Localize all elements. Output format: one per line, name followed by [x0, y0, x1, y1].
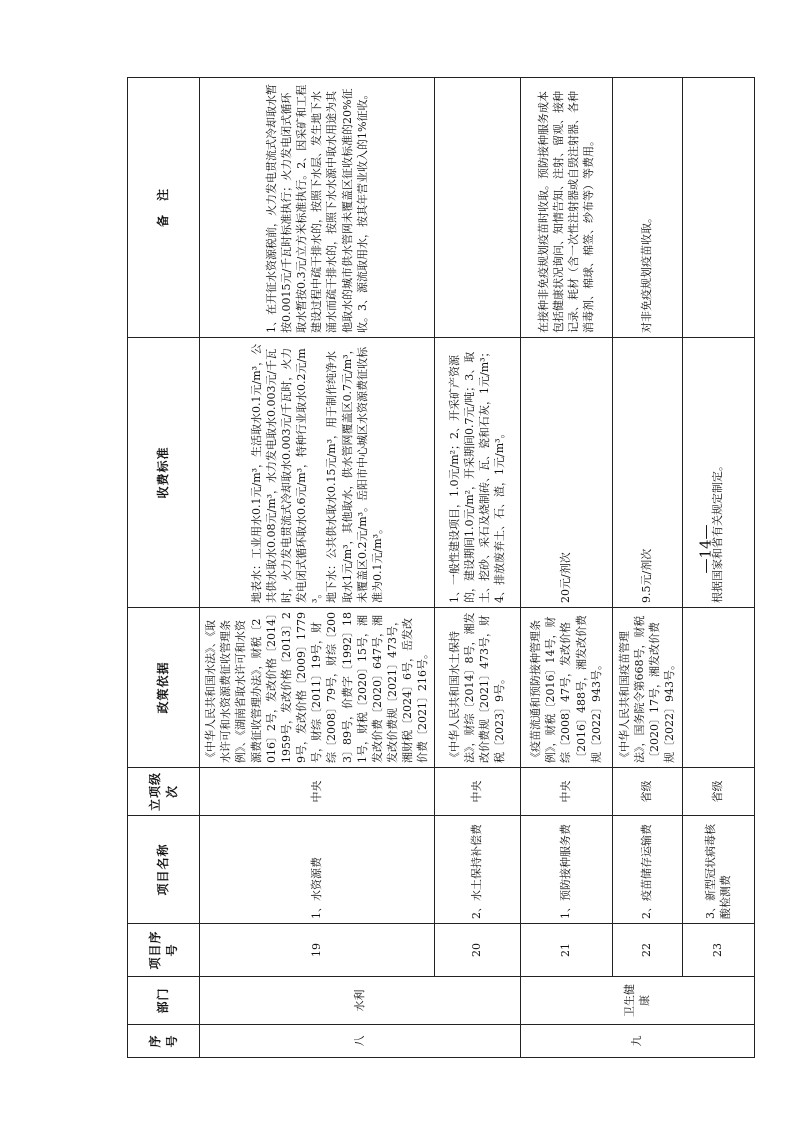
page-number: —14—	[696, 524, 715, 574]
row-remarks: 在接种非免疫规划疫苗时收取。预防接种服务成本包括健康状况询问、知情告知、注射、留观、接种记录、耗材（含一次性注射器或自毁注射器、各种消毒剂、棉球、棉签、纱布等）等费用。	[520, 78, 612, 338]
row-basis: 《中华人民共和国水土保持法》，财综〔2014〕8号，湘发改价费规〔2021〕473号，财税〔2023〕9号。	[434, 608, 520, 768]
table-row	[612, 78, 682, 1058]
group-dept: 卫生健康	[520, 977, 754, 1025]
header-dept: 部门	[128, 977, 200, 1025]
row-name: 1、水资源费	[200, 816, 435, 924]
table-row	[682, 78, 754, 1058]
header-item-no: 项目序号	[128, 924, 200, 977]
row-level: 中央	[200, 768, 435, 816]
row-name: 3、新型冠状病毒核酸检测费	[682, 816, 754, 924]
table-row	[520, 78, 612, 1058]
row-standard: 20元/剂次	[520, 338, 612, 608]
standard-groundwater: 地下水：公共供水取水0.15元/m³，用于制作纯净水取水1元/m³，其他取水，供水管网覆盖区0.7元/m³，未覆盖区0.2元/m³。岳阳市中心城区水资源费征收标准为0.1元/m³。	[325, 343, 384, 603]
row-basis: 《中华人民共和国疫苗管理法》，国务院令第668号，财税〔2020〕17号，湘发改价费规〔2022〕943号。	[612, 608, 682, 768]
row-name: 2、水土保持补偿费	[434, 816, 520, 924]
row-standard	[200, 338, 435, 608]
row-item-no: 21	[520, 924, 612, 977]
row-remarks: 对非免疫规划疫苗收取。	[612, 78, 682, 338]
row-remarks	[434, 78, 520, 338]
header-standard: 收费标准	[128, 338, 200, 608]
row-item-no: 19	[200, 924, 435, 977]
row-standard: 9.5元/剂次	[612, 338, 682, 608]
row-item-no: 22	[612, 924, 682, 977]
row-basis	[682, 608, 754, 768]
row-name: 2、疫苗储存运输费	[612, 816, 682, 924]
group-dept: 水利	[200, 977, 521, 1025]
header-remarks: 备 注	[128, 78, 200, 338]
row-level: 省级	[682, 768, 754, 816]
row-remarks: 1、在开征水资源税前，火力发电贯流式冷却取水暂按0.0015元/千瓦时标准执行；火力发电闭式循环取水暂按0.3元/立方米标准执行。2、因采矿和工程建设过程中疏干排水的，按照下水层、发生地下水涌水而疏干排水的，按照下水水源中取水用途为其他取水的城市供水管网未覆盖区征收标准的20%征收。3、源流取用水，按其年营业收入的1%征收。	[200, 78, 435, 338]
row-basis: 《疫苗流通和预防接种管理条例》，财税〔2016〕14号，财综〔2008〕47号，发改价格〔2016〕488号，湘发改价费规〔2022〕943号。	[520, 608, 612, 768]
rotated-page-content	[127, 78, 733, 1058]
fee-table	[127, 77, 755, 1058]
header-basis: 政策依据	[128, 608, 200, 768]
row-level: 中央	[520, 768, 612, 816]
row-standard: 根据国家和省有关规定制定。	[682, 338, 754, 608]
row-item-no: 23	[682, 924, 754, 977]
standard-surface-water: 地表水：工业用水0.1元/m³，生活取水0.1元/m³，公共供水取水0.08元/m³，水力发电取水0.003元/千瓦时，火力发电贯流式冷却取水0.003元/千瓦时，火力发电闭式循环取水0.6元/m³，特种行业取水0.2元/m³。	[249, 343, 324, 603]
row-name: 1、预防接种服务费	[520, 816, 612, 924]
row-level: 中央	[434, 768, 520, 816]
row-basis: 《中华人民共和国水法》、《取水许可和水资源费征收管理条例》、《湖南省取水许可和水资源费征收管理办法》，财税〔2016〕2号，发改价格〔2014〕1959号，发改价格〔2013〕29号，发改价格〔2009〕1779号，财综〔2011〕19号，财综〔2008〕79号，财综〔2003〕89号，价费字〔1992〕181号，财税〔2020〕15号，湘发改价费〔2020〕647号，湘发改价费规〔2021〕473号，湘财税〔2024〕6号，岳发改价费〔2021〕216号。	[200, 608, 435, 768]
row-standard: 1、一般性建设项目，1.0元/m²；2、开采矿产资源的，建设期间1.0元/m²，开采期间0.7元/吨；3、取土、挖砂、采石及烧制砖、瓦、瓷和石灰，1元/m³；4、排放废弃土、石、渣，1元/m³。	[434, 338, 520, 608]
row-item-no: 20	[434, 924, 520, 977]
group-seq: 八	[200, 1025, 521, 1058]
table-row	[434, 78, 520, 1058]
header-row	[128, 78, 200, 1058]
row-level: 省级	[612, 768, 682, 816]
group-seq: 九	[520, 1025, 754, 1058]
header-name: 项目名称	[128, 816, 200, 924]
row-remarks	[682, 78, 754, 338]
header-level: 立项级次	[128, 768, 200, 816]
table-row	[200, 78, 435, 1058]
header-seq: 序号	[128, 1025, 200, 1058]
